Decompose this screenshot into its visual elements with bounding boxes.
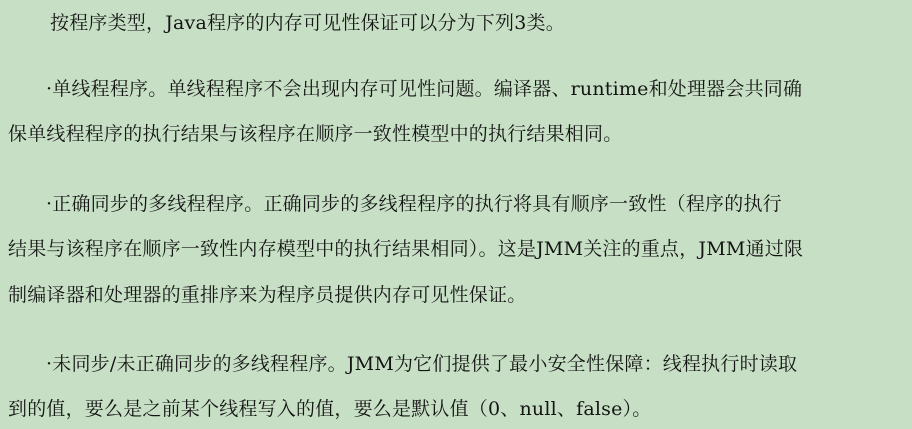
paragraph-correctly-synced-line-3: 制编译器和处理器的重排序来为程序员提供内存可见性保证。 <box>8 284 527 306</box>
paragraph-single-thread-line-1: ·单线程程序。单线程程序不会出现内存可见性问题。编译器、runtime和处理器会共同确 <box>46 78 803 100</box>
paragraph-unsynced-line-1: ·未同步/未正确同步的多线程程序。JMM为它们提供了最小安全性保障：线程执行时读取 <box>46 353 798 375</box>
paragraph-correctly-synced-line-2: 结果与该程序在顺序一致性内存模型中的执行结果相同）。这是JMM关注的重点，JMM通过限 <box>8 238 804 260</box>
paragraph-single-thread-line-2: 保单线程程序的执行结果与该程序在顺序一致性模型中的执行结果相同。 <box>8 123 623 145</box>
intro-paragraph: 按程序类型，Java程序的内存可见性保证可以分为下列3类。 <box>50 12 565 34</box>
paragraph-correctly-synced-line-1: ·正确同步的多线程程序。正确同步的多线程程序的执行将具有顺序一致性（程序的执行 <box>46 193 782 215</box>
paragraph-unsynced-line-2: 到的值，要么是之前某个线程写入的值，要么是默认值（0、null、false）。 <box>8 398 652 420</box>
